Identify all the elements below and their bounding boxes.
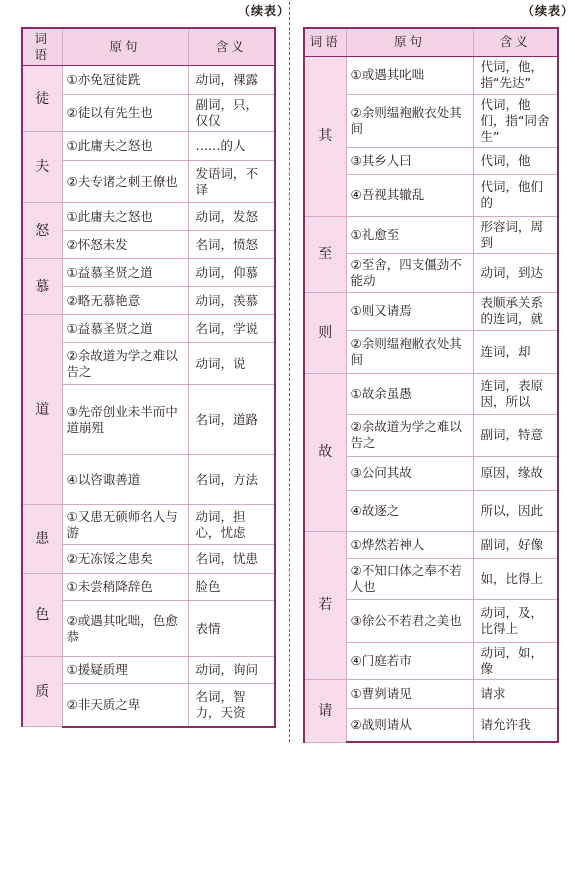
sentence-cell: ①烨然若神人 — [346, 531, 473, 558]
table-row — [22, 574, 275, 601]
meaning-cell: 名词，智力，天资 — [188, 684, 275, 727]
sentence-cell: ①未尝稍降辞色 — [62, 574, 188, 601]
sentence-cell: ①援疑质理 — [62, 657, 188, 684]
header-sentence: 原句 — [62, 28, 188, 66]
sentence-cell: ②余则缊袍敝衣处其间 — [346, 330, 473, 373]
meaning-cell: 动词，及，比得上 — [473, 599, 558, 642]
sentence-cell: ①此庸夫之怒也 — [62, 203, 188, 231]
meaning-cell: 名词，方法 — [188, 455, 275, 505]
sentence-cell: ①礼愈至 — [346, 216, 473, 253]
word-cell: 怒 — [22, 203, 62, 259]
word-cell: 患 — [22, 505, 62, 574]
meaning-cell: 发语词，不译 — [188, 161, 275, 203]
table-header-row — [304, 28, 558, 56]
meaning-cell: 原因，缘故 — [473, 456, 558, 490]
table-body-left — [22, 66, 275, 727]
vocab-table-right — [303, 27, 559, 743]
word-cell: 若 — [304, 531, 346, 679]
table-row — [22, 203, 275, 231]
meaning-cell: 代词，他们的 — [473, 174, 558, 216]
page-divider — [289, 2, 290, 742]
table-row — [22, 657, 275, 684]
sentence-cell: ①此庸夫之怒也 — [62, 132, 188, 161]
table-row — [304, 531, 558, 558]
table-row — [22, 259, 275, 287]
word-cell: 色 — [22, 574, 62, 657]
meaning-cell: 动词，说 — [188, 343, 275, 385]
continued-label-right: （续表） — [522, 4, 575, 18]
sentence-cell: ②夫专诸之刺王僚也 — [62, 161, 188, 203]
header-meaning: 含义 — [188, 28, 275, 66]
sentence-cell: ②非天质之卑 — [62, 684, 188, 727]
word-cell: 质 — [22, 657, 62, 727]
word-cell: 其 — [304, 56, 346, 216]
table-row — [22, 505, 275, 545]
table-header-row — [22, 28, 275, 66]
vocab-table-left — [21, 27, 276, 728]
sentence-cell: ①或遇其叱咄 — [346, 56, 473, 94]
sentence-cell: ②余则缊袍敝衣处其间 — [346, 94, 473, 147]
meaning-cell: 连词，表原因，所以 — [473, 373, 558, 414]
table-row — [304, 373, 558, 414]
meaning-cell: 如，比得上 — [473, 558, 558, 599]
sentence-cell: ②略无慕艳意 — [62, 287, 188, 315]
header-word: 词语 — [304, 28, 346, 56]
sentence-cell: ①曹刿请见 — [346, 679, 473, 708]
meaning-cell: 副词，好像 — [473, 531, 558, 558]
word-cell: 夫 — [22, 132, 62, 203]
table-row — [304, 679, 558, 708]
continued-label-left: （续表） — [238, 4, 291, 18]
sentence-cell: ③公问其故 — [346, 456, 473, 490]
meaning-cell: 形容词，周到 — [473, 216, 558, 253]
sentence-cell: ①故余虽愚 — [346, 373, 473, 414]
word-cell: 至 — [304, 216, 346, 292]
meaning-cell: 请求 — [473, 679, 558, 708]
meaning-cell: 名词，学说 — [188, 315, 275, 343]
meaning-cell: 表顺承关系的连词，就 — [473, 292, 558, 330]
table-row — [22, 132, 275, 161]
meaning-cell: 名词，忧患 — [188, 545, 275, 574]
sentence-cell: ②战则请从 — [346, 708, 473, 742]
sentence-cell: ②至舍，四支僵劲不能动 — [346, 253, 473, 292]
meaning-cell: 副词，特意 — [473, 414, 558, 456]
header-meaning: 含义 — [473, 28, 558, 56]
meaning-cell: 动词，仰慕 — [188, 259, 275, 287]
sentence-cell: ①益慕圣贤之道 — [62, 315, 188, 343]
meaning-cell: 连词，却 — [473, 330, 558, 373]
sentence-cell: ④吾视其辙乱 — [346, 174, 473, 216]
meaning-cell: 动词，到达 — [473, 253, 558, 292]
meaning-cell: ……的人 — [188, 132, 275, 161]
sentence-cell: ④以咨诹善道 — [62, 455, 188, 505]
sentence-cell: ①亦免冠徒跣 — [62, 66, 188, 95]
meaning-cell: 动词，担心，忧虑 — [188, 505, 275, 545]
table-row — [22, 315, 275, 343]
sentence-cell: ②或遇其叱咄，色愈恭 — [62, 601, 188, 657]
meaning-cell: 动词，发怒 — [188, 203, 275, 231]
word-cell: 故 — [304, 373, 346, 531]
table-row — [22, 66, 275, 95]
word-cell: 慕 — [22, 259, 62, 315]
sentence-cell: ③先帝创业未半而中道崩殂 — [62, 385, 188, 455]
meaning-cell: 动词，如，像 — [473, 642, 558, 679]
word-cell: 徒 — [22, 66, 62, 132]
meaning-cell: 名词，道路 — [188, 385, 275, 455]
table-body-right — [304, 56, 558, 742]
sentence-cell: ③其乡人曰 — [346, 147, 473, 174]
meaning-cell: 动词，裸露 — [188, 66, 275, 95]
meaning-cell: 代词，他，指“先达” — [473, 56, 558, 94]
sentence-cell: ④门庭若市 — [346, 642, 473, 679]
meaning-cell: 动词，询问 — [188, 657, 275, 684]
word-cell: 道 — [22, 315, 62, 505]
meaning-cell: 代词，他们，指“同舍生” — [473, 94, 558, 147]
meaning-cell: 代词，他 — [473, 147, 558, 174]
sentence-cell: ①益慕圣贤之道 — [62, 259, 188, 287]
word-cell: 则 — [304, 292, 346, 373]
word-cell: 请 — [304, 679, 346, 742]
sentence-cell: ②怀怒未发 — [62, 231, 188, 259]
sentence-cell: ②余故道为学之难以告之 — [62, 343, 188, 385]
sentence-cell: ①则又请焉 — [346, 292, 473, 330]
sentence-cell: ②徒以有先生也 — [62, 95, 188, 132]
meaning-cell: 请允许我 — [473, 708, 558, 742]
meaning-cell: 动词，羡慕 — [188, 287, 275, 315]
meaning-cell: 副词，只，仅仅 — [188, 95, 275, 132]
table-row — [304, 292, 558, 330]
meaning-cell: 名词，愤怒 — [188, 231, 275, 259]
header-word: 词语 — [22, 28, 62, 66]
meaning-cell: 表情 — [188, 601, 275, 657]
sentence-cell: ④故逐之 — [346, 490, 473, 531]
sentence-cell: ②不知口体之奉不若人也 — [346, 558, 473, 599]
table-row — [304, 56, 558, 94]
sentence-cell: ①又患无硕师名人与游 — [62, 505, 188, 545]
sentence-cell: ③徐公不若君之美也 — [346, 599, 473, 642]
meaning-cell: 所以，因此 — [473, 490, 558, 531]
table-row — [304, 216, 558, 253]
header-sentence: 原句 — [346, 28, 473, 56]
sentence-cell: ②余故道为学之难以告之 — [346, 414, 473, 456]
meaning-cell: 脸色 — [188, 574, 275, 601]
sentence-cell: ②无冻馁之患矣 — [62, 545, 188, 574]
